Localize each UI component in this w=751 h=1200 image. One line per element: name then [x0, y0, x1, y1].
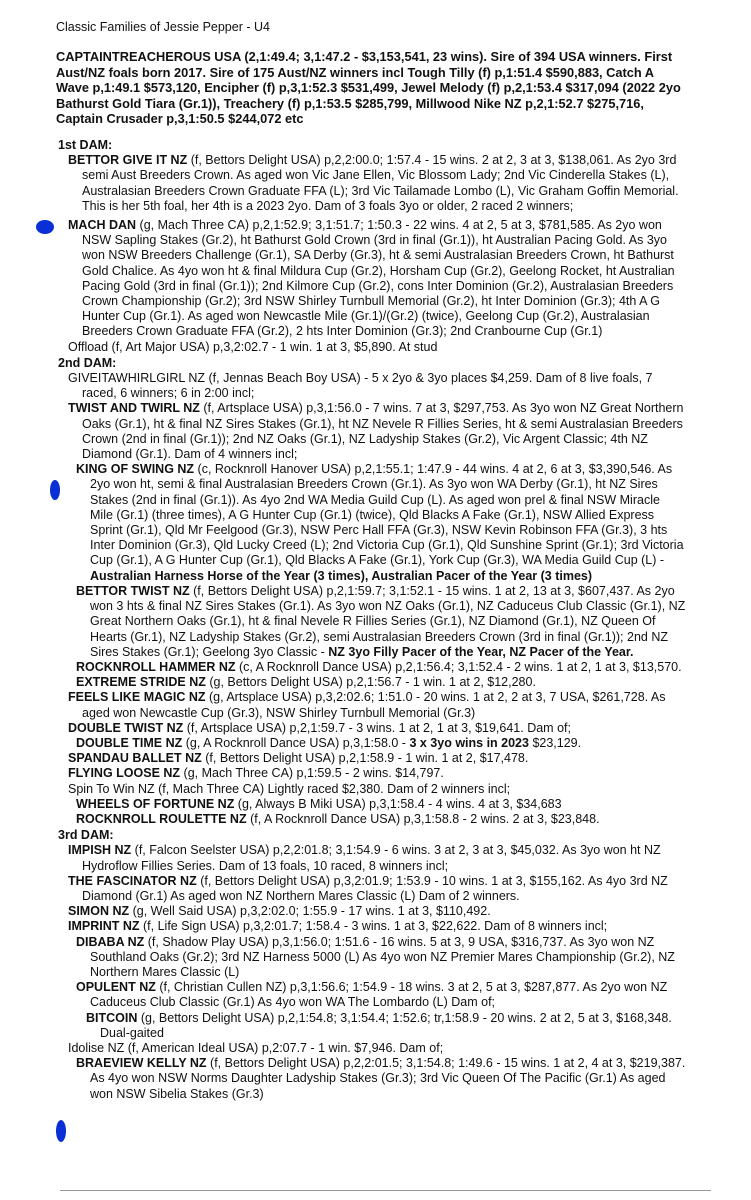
horse-name: OPULENT NZ — [76, 980, 156, 995]
entry-twist-and-twirl — [58, 401, 686, 462]
entry-wheels-of-fortune — [58, 797, 686, 812]
third-dam-heading: 3rd DAM: — [58, 828, 114, 843]
entry-offload: Offload (f, Art Major USA) p,3,2:02.7 - 1 win. 1 at 3, $5,890. At stud — [68, 339, 438, 354]
horse-details: (f, Christian Cullen NZ) p,3,1:56.6; 1:54.9 - 18 wins. 3 at 2, 5 at 3, $287,877. As 2yo won NZ Caduceus Club Classic (Gr.1) As 4yo won WA The Lombardo (L) Dam of; — [90, 980, 668, 1010]
horse-name: KING OF SWING NZ — [76, 462, 195, 477]
horse-details: (g, Mach Three CA) p,1:59.5 - 2 wins. $14,797. — [180, 766, 444, 781]
entry-idolise: Idolise NZ (f, American Ideal USA) p,2:07.7 - 1 win. $7,946. Dam of; — [68, 1040, 444, 1055]
horse-name: IMPISH NZ — [68, 843, 132, 858]
page-title: Classic Families of Jessie Pepper - U4 — [56, 20, 270, 34]
horse-details: (g, Always B Miki USA) p,3,1:58.4 - 4 wins. 4 at 3, $34,683 — [234, 796, 562, 811]
horse-name: BETTOR GIVE IT NZ — [68, 153, 188, 168]
horse-name: FLYING LOOSE NZ — [68, 766, 181, 781]
horse-name: IMPRINT NZ — [68, 919, 140, 934]
horse-name: EXTREME STRIDE NZ — [76, 675, 206, 690]
entry-double-twist — [58, 721, 686, 736]
horse-name: BRAEVIEW KELLY NZ — [76, 1056, 207, 1071]
horse-details: (f, Bettors Delight USA) p,2,2:01.5; 3,1:54.8; 1:49.6 - 15 wins. 1 at 2, 4 at 3, $219,387. As 4yo won NSW Norms Daughter Ladyship Stakes (Gr.3); 3rd Vic Queen Of The Pacific (Gr.1) As aged won NSW Sibelia Stakes (Gr.3) — [90, 1056, 686, 1101]
horse-name: BETTOR TWIST NZ — [76, 583, 190, 598]
horse-earnings: $23,129. — [528, 735, 582, 750]
horse-name: ROCKNROLL HAMMER NZ — [76, 659, 236, 674]
horse-name: DOUBLE TWIST NZ — [68, 720, 184, 735]
entry-double-time — [58, 736, 686, 751]
sire-paragraph: CAPTAINTREACHEROUS USA (2,1:49.4; 3,1:47.2 - $3,153,541, 23 wins). Sire of 394 USA winners. First Aust/NZ foals born 2017. Sire of 175 Aust/NZ winners incl Tough Tilly (f) p,1:51.4 $590,883, Catch A Wave p,1:49.1 $573,120, Encipher (f) p,3,1:52.3 $531,499, Jewel Melody (f) p,2,1:53.4 $317,094 (2022 2yo Bathurst Gold Tiara (Gr.1)), Treachery (f) p,1:53.5 $285,799, Millwood Nike NZ p,2,1:52.7 $275,716, Captain Crusader p,3,1:50.5 $244,072 etc — [56, 49, 681, 127]
entry-giveitawhirlgirl: GIVEITAWHIRLGIRL NZ (f, Jennas Beach Boy USA) - 5 x 2yo & 3yo places $4,259. Dam of 8 live foals, 7 raced, 6 winners; 6 in 2:00 incl; — [68, 371, 653, 401]
entry-dibaba — [58, 935, 686, 981]
horse-name: WHEELS OF FORTUNE NZ — [76, 796, 235, 811]
horse-highlight: 3 x 3yo wins in 2023 — [409, 735, 529, 750]
horse-award: NZ 3yo Filly Pacer of the Year, NZ Pacer of the Year. — [328, 644, 634, 659]
horse-award: Australian Harness Horse of the Year (3 times), Australian Pacer of the Year (3 times) — [90, 568, 593, 583]
entry-bettor-twist — [58, 584, 686, 660]
horse-details: (f, Bettors Delight USA) p,2,1:58.9 - 1 win. 1 at 2, $17,478. — [201, 751, 529, 766]
horse-details: (g, Artsplace USA) p,3,2:02.6; 1:51.0 - 20 wins. 1 at 2, 2 at 3, 7 USA, $261,728. As aged won Newcastle Cup (Gr.3), NSW Shirley Turnbull Memorial (Gr.3) — [82, 690, 666, 720]
horse-details: (g, Bettors Delight USA) p,2,1:56.7 - 1 win. 1 at 2, $12,280. — [205, 675, 536, 690]
horse-details: (g, Well Said USA) p,3,2:02.0; 1:55.9 - 17 wins. 1 at 3, $110,492. — [129, 904, 491, 919]
horse-name: TWIST AND TWIRL NZ — [68, 401, 200, 416]
horse-name: DOUBLE TIME NZ — [76, 735, 183, 750]
entry-flying-loose — [58, 766, 686, 781]
entry-rocknroll-roulette — [58, 812, 686, 827]
horse-details: (c, A Rocknroll Dance USA) p,2,1:56.4; 3,1:52.4 - 2 wins. 1 at 2, 1 at 3, $13,570. — [235, 659, 682, 674]
entry-bettor-give-it — [58, 153, 686, 214]
horse-details: (f, Bettors Delight USA) p,2,1:59.7; 3,1:52.1 - 15 wins. 1 at 2, 13 at 3, $607,437. As 2yo won 3 hts & final NZ Sires Stakes (Gr.1). As 3yo won NZ Oaks (Gr.1), NZ Caduceus Club Classic (Gr.1), NZ Great Northern Oaks (Gr.1), ht & final Nevele R Fillies Series (Gr.1), NZ Diamond (Gr.1), NZ Queen Of Hearts (Gr.1), NZ Ladyship Stakes (Gr.2), semi Australasian Breeders Crown (3rd in final (Gr.1)); 2nd NZ Sires Stakes (Gr.1); Geelong 3yo Classic - — [90, 583, 686, 659]
horse-details: (f, Artsplace USA) p,2,1:59.7 - 3 wins. 1 at 2, 1 at 3, $19,641. Dam of; — [183, 720, 571, 735]
entry-king-of-swing — [58, 462, 686, 584]
marker-dot-mach-dan — [36, 220, 54, 234]
entry-feels-like-magic — [58, 690, 686, 720]
marker-dot-braeview-kelly — [56, 1120, 66, 1142]
horse-details: (f, Bettors Delight USA) p,2,2:00.0; 1:57.4 - 15 wins. 2 at 2, 3 at 3, $138,061. As 2yo 3rd semi Aust Breeders Crown. As aged won Vic Jane Ellen, Vic Blossom Lady; 2nd Vic Cinderella Stakes (L), Australasian Breeders Crown Graduate FFA (L); 3rd Vic Tailamade Lombo (L), Vic Graham Goffin Memorial. This is her 5th foal, her 4th is a 2023 2yo. Dam of 3 foals 3yo or older, 2 raced 2 winners; — [82, 153, 679, 213]
horse-details: (f, A Rocknroll Dance USA) p,3,1:58.8 - 2 wins. 2 at 3, $23,848. — [246, 811, 600, 826]
entry-extreme-stride — [58, 675, 686, 690]
entry-impish — [58, 843, 686, 873]
entry-braeview-kelly — [58, 1056, 686, 1102]
horse-details: (f, Life Sign USA) p,3,2:01.7; 1:58.4 - 3 wins. 1 at 3, $22,622. Dam of 8 winners incl; — [139, 919, 608, 934]
horse-name: ROCKNROLL ROULETTE NZ — [76, 811, 247, 826]
horse-name: DIBABA NZ — [76, 934, 145, 949]
entry-spin-to-win: Spin To Win NZ (f, Mach Three CA) Lightly raced $2,380. Dam of 2 winners incl; — [68, 781, 511, 796]
pedigree-content — [58, 137, 686, 1102]
horse-details: (f, Shadow Play USA) p,3,1:56.0; 1:51.6 - 16 wins. 5 at 3, 9 USA, $316,737. As 3yo won NZ Southland Oaks (Gr.2); 3rd NZ Harness 5000 (L) As 4yo won NZ Premier Mares Championship (Gr.2), NZ Northern Mares Classic (L) — [90, 934, 675, 979]
horse-name: THE FASCINATOR NZ — [68, 873, 197, 888]
horse-name: BITCOIN — [86, 1010, 138, 1025]
entry-the-fascinator — [58, 874, 686, 904]
entry-spandau-ballet — [58, 751, 686, 766]
horse-name: FEELS LIKE MAGIC NZ — [68, 690, 206, 705]
horse-details: (f, Artsplace USA) p,3,1:56.0 - 7 wins. 7 at 3, $297,753. As 3yo won NZ Great Northern Oaks (Gr.1), ht & final NZ Sires Stakes (Gr.1), ht NZ Nevele R Fillies Series, ht & semi Australasian Breeders Crown (2nd in final (Gr.1)); 2nd NZ Oaks (Gr.1), NZ Ladyship Stakes (Gr.2), Vic Argent Classic; 4th NZ Diamond (Gr.1). Dam of 4 winners incl; — [82, 401, 684, 462]
entry-imprint — [58, 919, 686, 934]
first-dam-heading: 1st DAM: — [58, 138, 113, 152]
entry-mach-dan — [58, 218, 686, 340]
horse-details: (f, Falcon Seelster USA) p,2,2:01.8; 3,1:54.9 - 6 wins. 3 at 2, 3 at 3, $45,032. As 3yo won ht NZ Hydroflow Fillies Series. Dam of 13 foals, 10 raced, 8 winners incl; — [82, 843, 661, 873]
entry-rocknroll-hammer — [58, 660, 686, 675]
horse-details: (g, Bettors Delight USA) p,2,1:54.8; 3,1:54.4; 1:52.6; tr,1:58.9 - 20 wins. 2 at 2, 5 at 3, $168,348. Dual-gaited — [100, 1010, 672, 1040]
horse-details: (g, Mach Three CA) p,2,1:52.9; 3,1:51.7; 1:50.3 - 22 wins. 4 at 2, 5 at 3, $781,585. As 2yo won NSW Sapling Stakes (Gr.2), ht Bathurst Gold Crown (3rd in final (Gr.1)), ht Australian Pacing Gold. As 3yo won NSW Breeders Challenge (Gr.1), SA Derby (Gr.3), ht & semi Australasian Breeders Crown, ht Bathurst Gold Chalice. As 4yo won ht & final Mildura Cup (Gr.2), Horsham Cup (Gr.2), Geelong Rocket, ht Australian Pacing Gold (3rd in final (Gr.1)); 2nd Kilmore Cup (Gr.2), cons Inter Dominion (Gr.2), Australasian Breeders Crown Championship (Gr.2); 3rd NSW Shirley Turnbull Memorial (Gr.2), ht Inter Dominion (Gr.3); 4th A G Hunter Cup (Gr.1). As aged won Newcastle Mile (Gr.1)/(Gr.2) (twice), Geelong Cup (Gr.2), Australasian Breeders Crown Graduate FFA (Gr.2), 2 hts Inter Dominion (Gr.3); 2nd Cranbourne Cup (Gr.1) — [82, 218, 675, 339]
horse-details: (f, Bettors Delight USA) p,3,2:01.9; 1:53.9 - 10 wins. 1 at 3, $155,162. As 4yo 3rd NZ Diamond (Gr.1) As aged won NZ Northern Mares Classic (L) Dam of 2 winners. — [82, 873, 668, 903]
second-dam-heading: 2nd DAM: — [58, 355, 117, 370]
entry-bitcoin — [58, 1011, 686, 1041]
horse-name: SIMON NZ — [68, 904, 130, 919]
horse-name: SPANDAU BALLET NZ — [68, 751, 202, 766]
entry-simon — [58, 904, 686, 919]
marker-dot-king-of-swing — [50, 480, 60, 500]
bottom-divider — [60, 1190, 711, 1191]
entry-opulent — [58, 980, 686, 1010]
horse-details: (g, A Rocknroll Dance USA) p,3,1:58.0 - — [182, 735, 410, 750]
horse-details: (c, Rocknroll Hanover USA) p,2,1:55.1; 1:47.9 - 44 wins. 4 at 2, 6 at 3, $3,390,546. As 2yo won ht, semi & final Australasian Breeders Crown (Gr.1). As 3yo won WA Derby (Gr.1), ht NZ Sires Stakes (2nd in final (Gr.1)). As 4yo 2nd WA Media Guild Cup (L). As aged won prel & final NSW Miracle Mile (Gr.1) (three times), A G Hunter Cup (Gr.1) (twice), Qld Blacks A Fake (Gr.1), NSW Allied Express Sprint (Gr.1), Qld Mr Feelgood (Gr.3), NSW Perc Hall FFA (Gr.3), NSW Kevin Robinson FFA (Gr.3), 3 hts Inter Dominion (Gr.3), Qld Lucky Creed (L); 2nd Victoria Cup (Gr.1), Qld Sunshine Sprint (Gr.1); 3rd Victoria Cup (Gr.1), A G Hunter Cup (Gr.1), Qld Blacks A Fake (Gr.1), York Cup (Gr.3), WA Media Guild Cup (L) - — [90, 462, 684, 568]
horse-name: MACH DAN — [68, 218, 137, 233]
